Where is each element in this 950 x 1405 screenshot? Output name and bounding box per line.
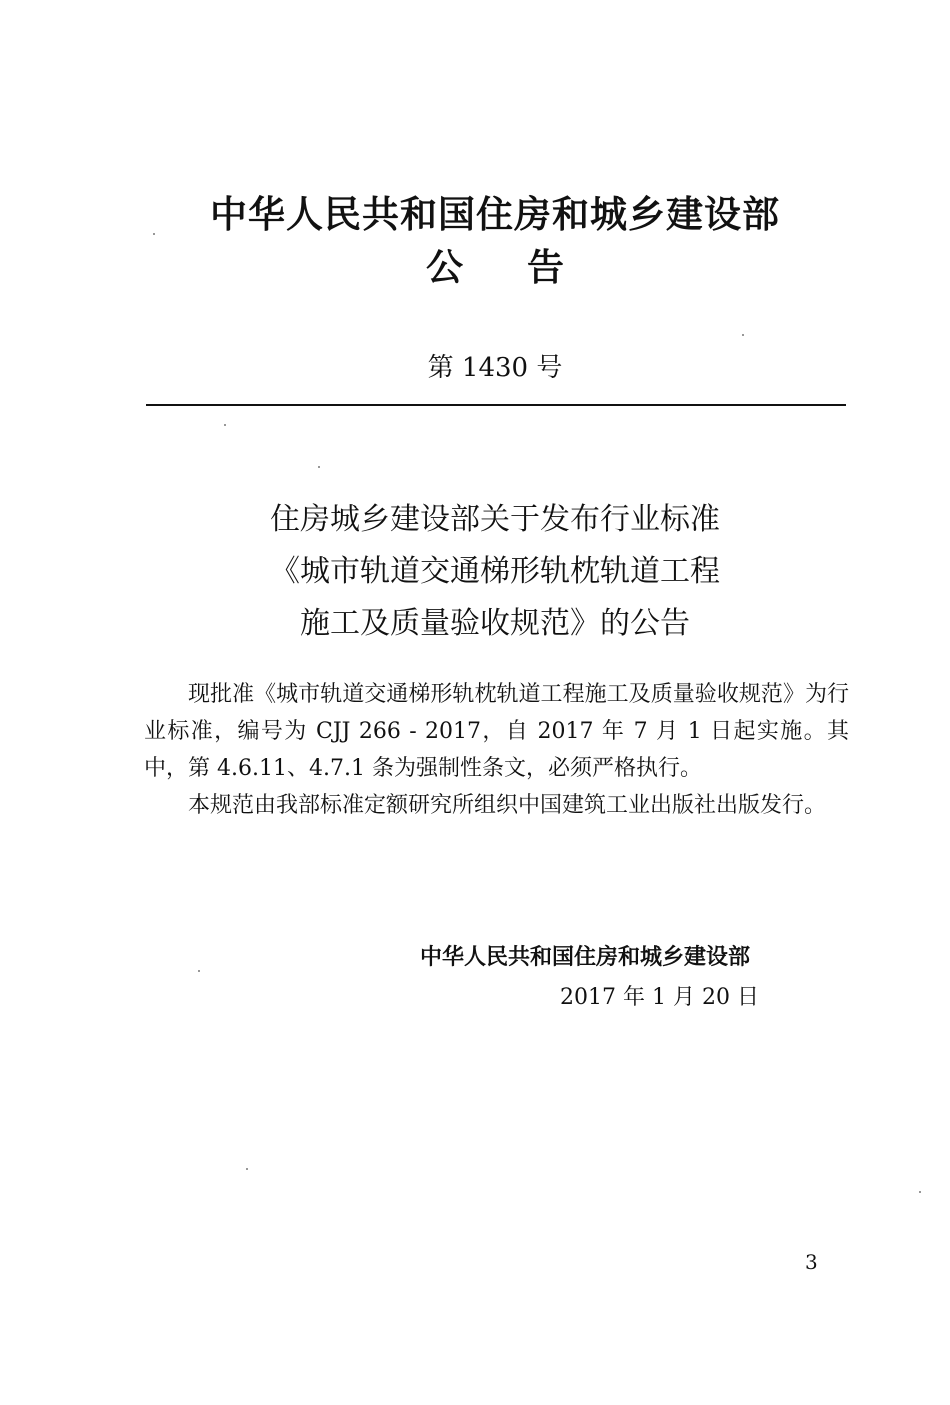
scan-speck bbox=[318, 466, 320, 468]
body-paragraph: 本规范由我部标准定额研究所组织中国建筑工业出版社出版发行。 bbox=[188, 793, 827, 818]
title-line: 住房城乡建设部关于发布行业标准 bbox=[270, 502, 720, 537]
signature-issuer: 中华人民共和国住房和城乡建设部 bbox=[420, 945, 751, 970]
scan-speck bbox=[742, 334, 744, 336]
scan-speck bbox=[919, 1191, 921, 1193]
body-paragraph: 现批准《城市轨道交通梯形轨枕轨道工程施工及质量验收规范》为行业标准，编号为 CJJ 266 - 2017，自 2017 年 7 月 1 日起实施。其中，第 4.6.11、4.7.1 条为强制性条文，必须严格执行。 bbox=[144, 682, 849, 781]
scan-speck bbox=[224, 424, 226, 426]
body-text bbox=[144, 676, 849, 824]
title-line: 《城市轨道交通梯形轨枕轨道工程 bbox=[270, 554, 720, 589]
page-number: 3 bbox=[805, 1250, 818, 1274]
scan-speck bbox=[153, 233, 155, 235]
scan-speck bbox=[246, 1168, 248, 1170]
scan-speck bbox=[198, 970, 200, 972]
horizontal-rule bbox=[146, 404, 846, 406]
title-line: 施工及质量验收规范》的公告 bbox=[300, 606, 690, 641]
issuer-heading: 中华人民共和国住房和城乡建设部 bbox=[210, 193, 780, 236]
document-title bbox=[200, 494, 790, 650]
notice-number: 第 1430 号 bbox=[427, 353, 563, 383]
signature-date: 2017 年 1 月 20 日 bbox=[560, 985, 759, 1010]
notice-heading: 公告 bbox=[426, 246, 628, 289]
